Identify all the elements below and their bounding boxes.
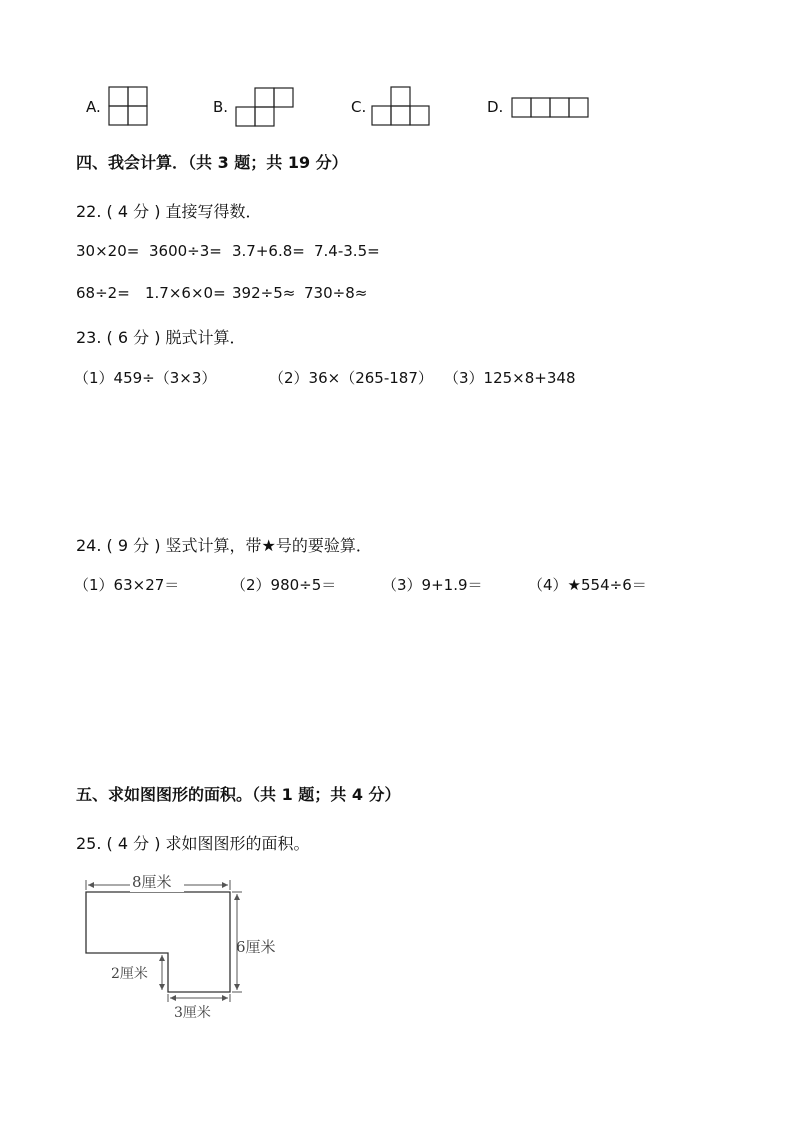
section-4-title: 四、我会计算．（共 3 题；共 19 分） — [76, 153, 348, 172]
q22-item: 30×20= — [76, 242, 140, 260]
option-d-label: D. — [487, 98, 504, 116]
q24-item: （2）980÷5＝ — [231, 576, 337, 594]
option-c-figure — [371, 86, 433, 126]
q22-item: 3600÷3= — [149, 242, 222, 260]
q22-item: 3.7+6.8= — [232, 242, 305, 260]
question-25-header: 25. ( 4 分 ) 求如图图形的面积。 — [76, 834, 310, 853]
inner-dimension-label: 2厘米 — [111, 966, 148, 982]
area-figure — [78, 866, 294, 1026]
q22-item: 730÷8≈ — [304, 284, 368, 302]
option-c-label: C. — [351, 98, 367, 116]
q22-item: 392÷5≈ — [232, 284, 296, 302]
option-b-label: B. — [213, 98, 229, 116]
q23-item: （2）36×（265-187） — [269, 369, 433, 387]
right-dimension-label: 6厘米 — [236, 938, 276, 956]
option-b-figure — [235, 87, 297, 127]
bottom-dimension-label: 3厘米 — [174, 1005, 211, 1021]
top-dimension-label: 8厘米 — [132, 873, 172, 891]
option-a-figure — [108, 86, 150, 126]
q22-item: 1.7×6×0= — [145, 284, 226, 302]
option-d-figure — [511, 97, 591, 119]
q24-item: （4）★554÷6＝ — [528, 576, 647, 594]
question-22-header: 22. ( 4 分 ) 直接写得数． — [76, 202, 262, 221]
l-shape-outline — [86, 892, 230, 992]
q24-item: （3）9+1.9＝ — [382, 576, 483, 594]
q22-item: 68÷2= — [76, 284, 130, 302]
q23-item: （1）459÷（3×3） — [74, 369, 217, 387]
q22-item: 7.4-3.5= — [314, 242, 380, 260]
option-a-label: A. — [86, 98, 101, 116]
q24-item: （1）63×27＝ — [74, 576, 180, 594]
section-5-title: 五、求如图图形的面积。（共 1 题；共 4 分） — [76, 785, 401, 804]
question-23-header: 23. ( 6 分 ) 脱式计算． — [76, 328, 246, 347]
q23-item: （3）125×8+348 — [444, 369, 576, 387]
question-24-header: 24. ( 9 分 ) 竖式计算，带★号的要验算． — [76, 536, 372, 555]
